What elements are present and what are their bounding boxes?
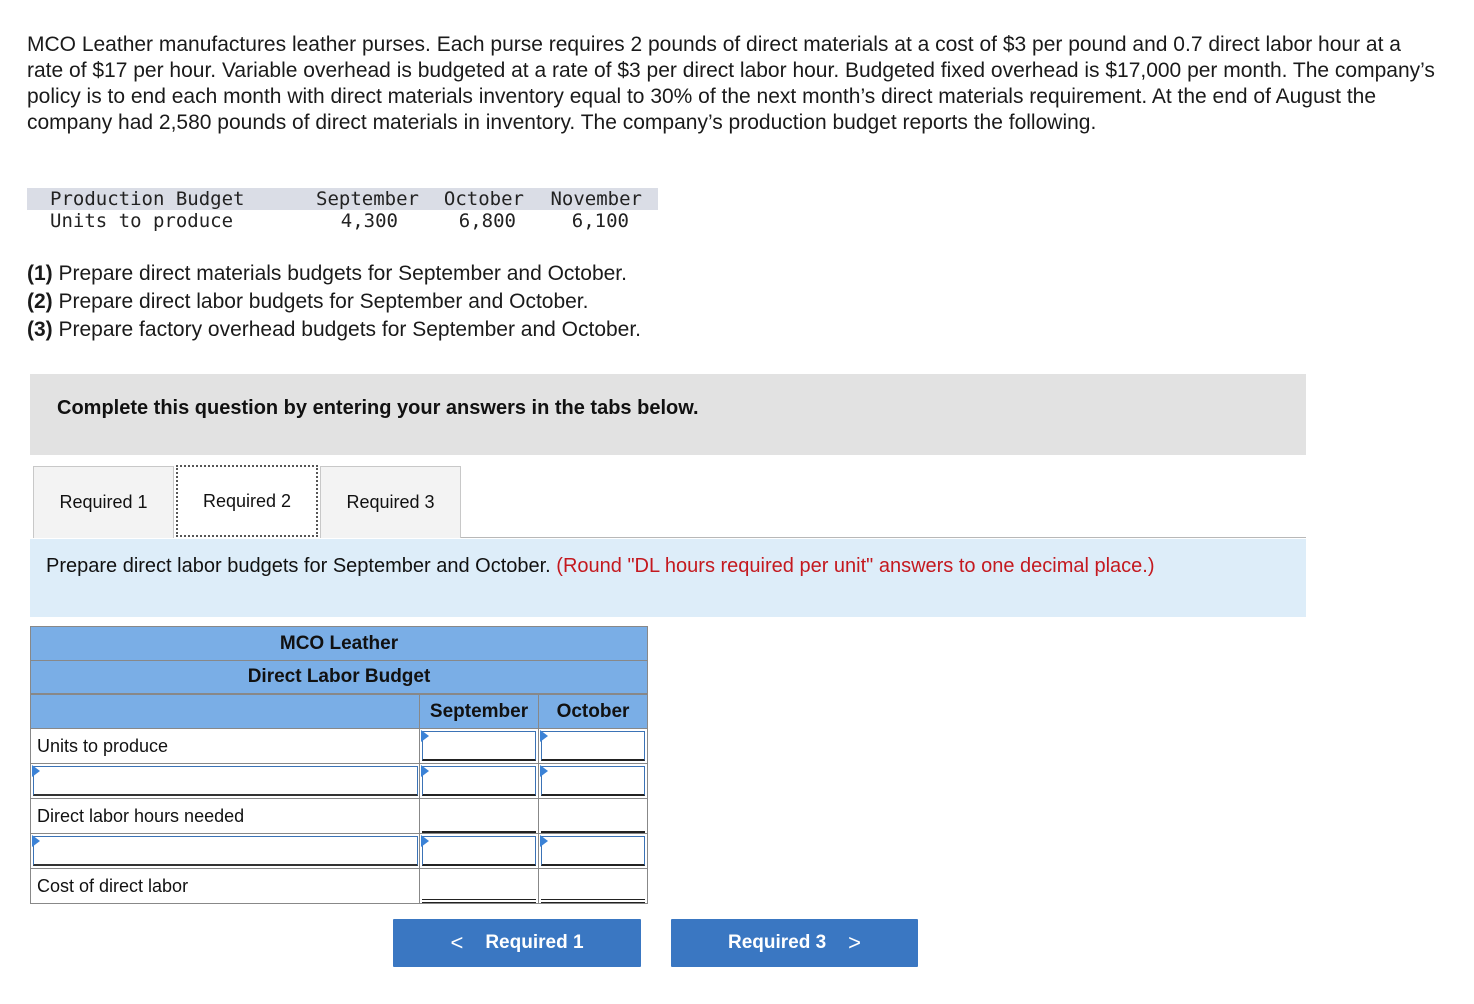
september-row-2-input[interactable] [422,766,536,796]
row-dl-hours-per-unit [30,764,648,799]
november-units: 6,100 [571,210,629,232]
october-hours-cell [538,799,647,833]
september-row-2-cell [419,764,538,798]
october-units-cell [538,729,647,763]
production-budget-header: Production Budget [50,188,245,210]
requirement-3 [27,316,641,344]
next-required-3-button[interactable] [671,919,918,967]
question-prompt [30,539,1306,617]
tab-required-3-label: Required 3 [346,492,435,512]
september-row-4-input[interactable] [422,836,536,866]
tab-required-1-label: Required 1 [59,492,148,512]
problem-statement: MCO Leather manufactures leather purses. Each purse requires 2 pounds of direct materials at a cost of $3 per pound and 0.7 direct labor hour at a rate of $17 per hour. Variable overhead is budgeted at a rate of $3 per direct labor hour. Budgeted fixed overhead is $17,000 per month. The company’s policy is to end each month with direct materials inventory equal to 30% of the next month’s direct materials requirement. At the end of August the company had 2,580 pounds of direct materials in inventory. The company’s production budget reports the following. [27,33,1435,134]
production-budget-table [27,188,658,232]
tab-required-3[interactable] [320,466,461,538]
prompt-main-text: Prepare direct labor budgets for September and October. [46,555,557,577]
input-marker-icon [421,730,429,742]
production-budget-header-row [27,188,658,210]
next-button-label: Required 3 [727,932,827,953]
chevron-left-icon: < [450,930,464,955]
input-marker-icon [540,765,548,777]
tab-required-2-label: Required 2 [202,490,292,511]
tab-required-2[interactable] [174,466,320,538]
instruction-banner [30,374,1306,455]
row-cost-of-direct-labor [30,869,648,904]
row-4-label-input[interactable] [33,836,418,866]
october-cost-cell [538,869,647,903]
row-dl-rate [30,834,648,869]
input-marker-icon [421,765,429,777]
row-2-label-input[interactable] [33,766,418,796]
requirement-2 [27,288,641,316]
october-row-2-cell [538,764,647,798]
september-cost-input[interactable] [422,871,536,903]
requirement-2-text: Prepare direct labor budgets for September and October. [52,290,589,313]
chevron-right-icon: > [848,930,862,955]
september-header: September [316,188,419,210]
units-to-produce-row [27,210,658,232]
october-units-input[interactable] [541,731,645,761]
prompt-rounding-note: (Round "DL hours required per unit" answers to one decimal place.) [556,555,1155,577]
row-dl-hours-needed [30,799,648,834]
tab-required-1[interactable] [33,466,174,538]
september-units: 4,300 [340,210,398,232]
row-units-to-produce [30,729,648,764]
instruction-text: Complete this question by entering your answers in the tabs below. [57,397,699,419]
budget-title-header [30,660,648,694]
tab-bar [33,466,1306,538]
column-header-october: October [538,695,647,728]
september-units-input[interactable] [422,731,536,761]
september-row-4-cell [419,834,538,868]
budget-title: Direct Labor Budget [247,666,431,687]
october-row-4-cell [538,834,647,868]
october-cost-input[interactable] [541,871,645,903]
october-row-2-input[interactable] [541,766,645,796]
requirement-1-number: (1) [27,262,53,285]
requirement-1-text: Prepare direct materials budgets for September and October. [52,262,627,285]
requirements-list [27,260,641,344]
company-name-header [30,626,648,661]
previous-button-label: Required 1 [485,932,584,953]
units-to-produce-label: Units to produce [50,210,234,232]
input-marker-icon [32,765,40,777]
october-hours-input[interactable] [541,801,645,833]
company-name: MCO Leather [279,632,399,654]
input-marker-icon [32,835,40,847]
september-hours-cell [419,799,538,833]
requirement-3-number: (3) [27,318,53,341]
requirement-2-number: (2) [27,290,53,313]
input-marker-icon [540,730,548,742]
requirement-3-text: Prepare factory overhead budgets for September and October. [52,318,642,341]
previous-required-1-button[interactable] [393,919,641,967]
input-marker-icon [421,835,429,847]
dl-hours-needed-label: Direct labor hours needed [37,806,245,826]
units-to-produce-label: Units to produce [37,736,169,756]
october-header: October [443,188,524,210]
october-units: 6,800 [458,210,516,232]
input-marker-icon [540,835,548,847]
november-header: November [550,188,642,210]
direct-labor-budget-table [30,626,648,904]
requirement-1 [27,260,641,288]
september-hours-input[interactable] [422,801,536,833]
september-cost-cell [419,869,538,903]
october-row-4-input[interactable] [541,836,645,866]
cost-of-direct-labor-label: Cost of direct labor [37,876,189,896]
september-units-cell [419,729,538,763]
column-header-september: September [419,695,538,728]
column-header-row [30,694,648,729]
